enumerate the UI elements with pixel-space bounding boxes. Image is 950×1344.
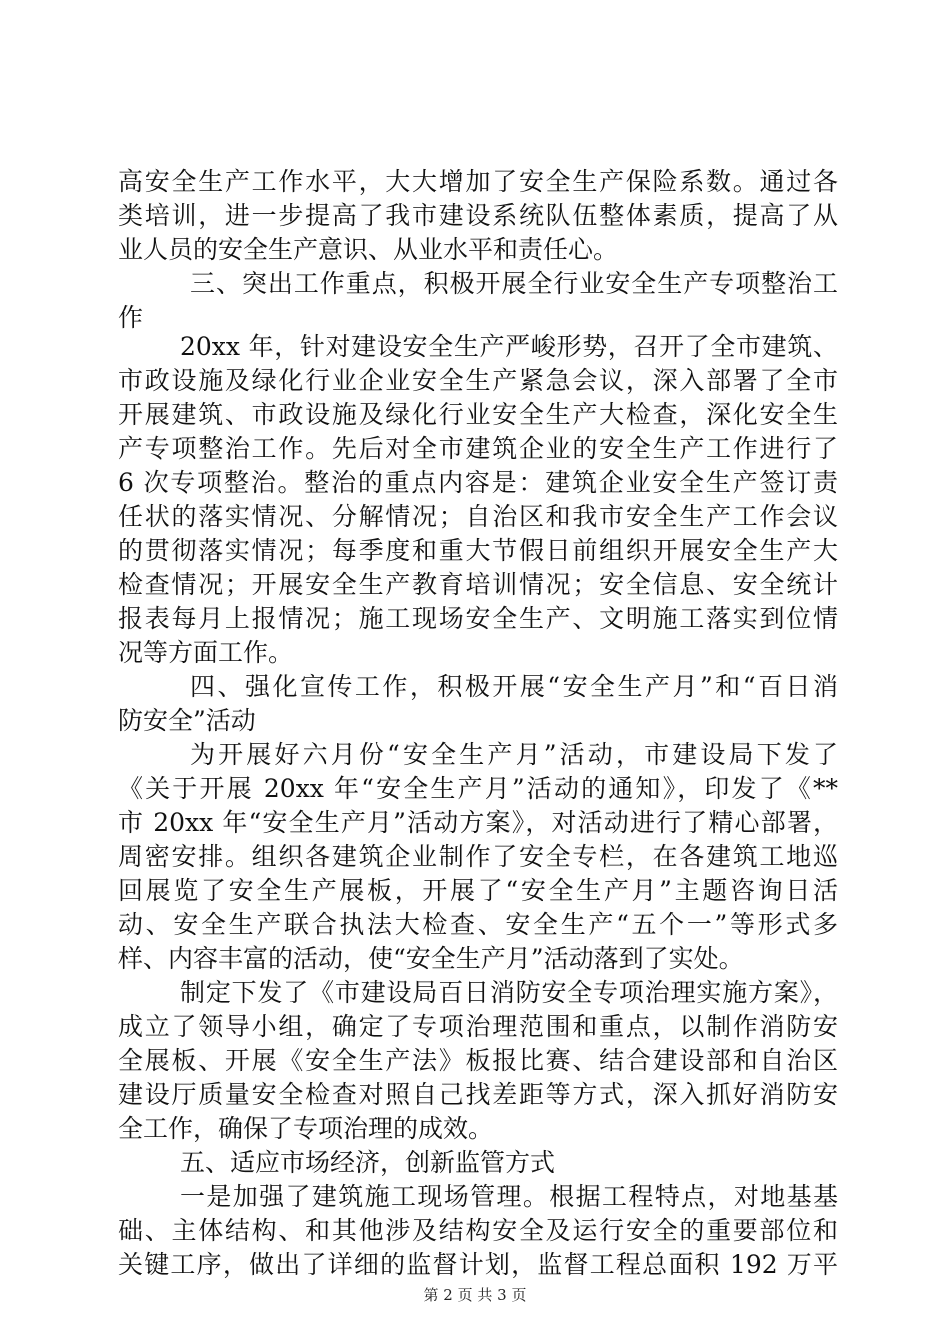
text-line-32: 础、主体结构、和其他涉及结构安全及运行安全的重要部位和	[118, 1216, 838, 1245]
text-line-28: 建设厅质量安全检查对照自己找差距等方式，深入抓好消防安	[118, 1080, 838, 1109]
text-line-23: 动、安全生产联合执法大检查、安全生产“五个一”等形式多	[118, 910, 838, 939]
text-line-33: 关键工序，做出了详细的监督计划，监督工程总面积 192 万平	[118, 1250, 838, 1279]
text-line-18: 为开展好六月份“安全生产月”活动，市建设局下发了	[190, 740, 838, 769]
text-line-3: 业人员的安全生产意识、从业水平和责任心。	[118, 235, 619, 264]
text-line-19: 《关于开展 20xx 年“安全生产月”活动的通知》，印发了《**	[118, 774, 838, 803]
text-line-11: 任状的落实情况、分解情况；自治区和我市安全生产工作会议	[118, 502, 838, 531]
text-line-12: 的贯彻落实情况；每季度和重大节假日前组织开展安全生产大	[118, 536, 838, 565]
text-line-13: 检查情况；开展安全生产教育培训情况；安全信息、安全统计	[118, 570, 838, 599]
text-line-24: 样、内容丰富的活动，使“安全生产月”活动落到了实处。	[118, 944, 744, 973]
section-heading-4: 四、强化宣传工作，积极开展“安全生产月”和“百日消	[190, 672, 838, 701]
page-number-footer: 第 2 页 共 3 页	[423, 1286, 527, 1304]
text-line-2: 类培训，进一步提高了我市建设系统队伍整体素质，提高了从	[118, 201, 838, 230]
section-heading-3-cont: 作	[118, 303, 144, 332]
section-heading-3: 三、突出工作重点，积极开展全行业安全生产专项整治工	[190, 269, 838, 298]
text-line-25: 制定下发了《市建设局百日消防安全专项治理实施方案》，	[180, 978, 838, 1007]
section-heading-4-cont: 防安全”活动	[118, 706, 256, 735]
text-line-15: 况等方面工作。	[118, 638, 294, 667]
text-line-31: 一是加强了建筑施工现场管理。根据工程特点，对地基基	[180, 1182, 838, 1211]
text-line-9: 产专项整治工作。先后对全市建筑企业的安全生产工作进行了	[118, 434, 838, 463]
text-line-29: 全工作，确保了专项治理的成效。	[118, 1114, 494, 1143]
text-line-27: 全展板、开展《安全生产法》板报比赛、结合建设部和自治区	[118, 1046, 838, 1075]
section-heading-5: 五、适应市场经济，创新监管方式	[180, 1148, 556, 1177]
text-line-8: 开展建筑、市政设施及绿化行业安全生产大检查，深化安全生	[118, 400, 838, 429]
text-line-26: 成立了领导小组，确定了专项治理范围和重点，以制作消防安	[118, 1012, 838, 1041]
text-line-10: 6 次专项整治。整治的重点内容是：建筑企业安全生产签订责	[118, 468, 838, 497]
text-line-21: 周密安排。组织各建筑企业制作了安全专栏，在各建筑工地巡	[118, 842, 838, 871]
text-line-14: 报表每月上报情况；施工现场安全生产、文明施工落实到位情	[118, 604, 838, 633]
text-line-7: 市政设施及绿化行业企业安全生产紧急会议，深入部署了全市	[118, 366, 838, 395]
text-line-6: 20xx 年，针对建设安全生产严峻形势，召开了全市建筑、	[180, 332, 838, 361]
text-line-1: 高安全生产工作水平，大大增加了安全生产保险系数。通过各	[118, 167, 838, 196]
text-line-22: 回展览了安全生产展板，开展了“安全生产月”主题咨询日活	[118, 876, 838, 905]
text-line-20: 市 20xx 年“安全生产月”活动方案》，对活动进行了精心部署，	[118, 808, 838, 837]
